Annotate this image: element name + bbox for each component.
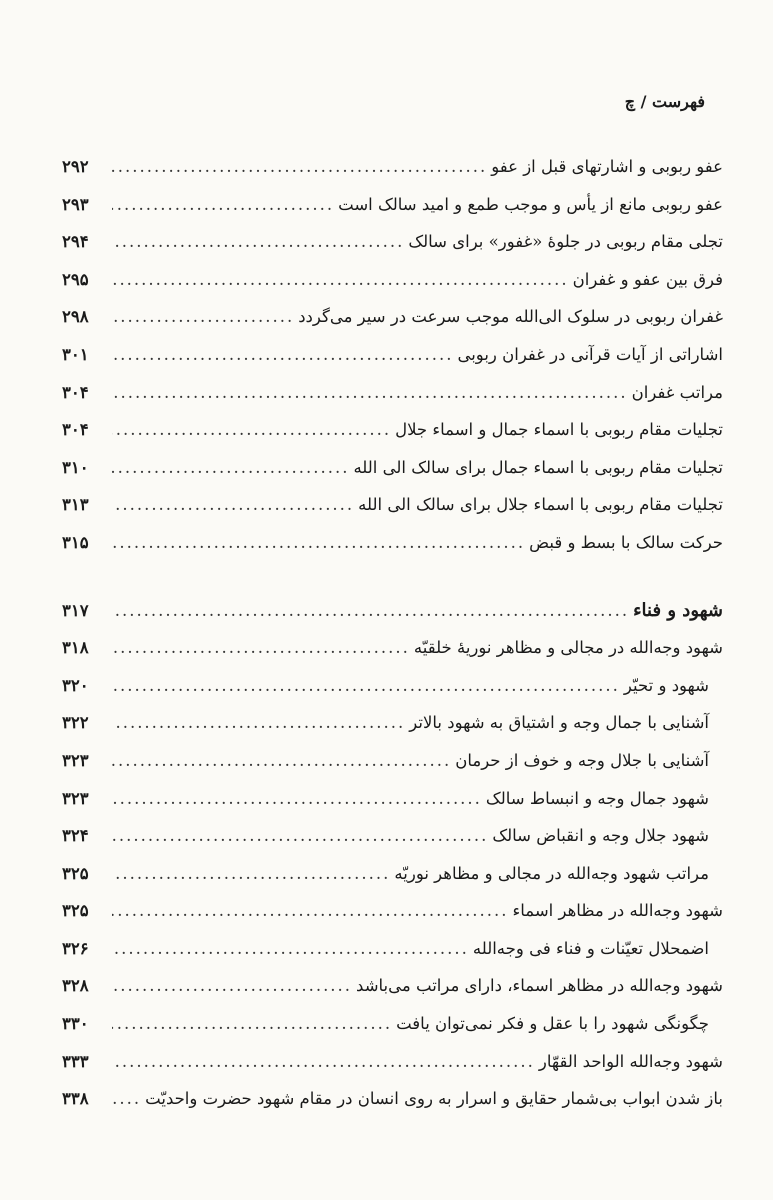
dot-leader [112,629,410,667]
toc-entry [62,817,723,855]
dot-leader [112,855,390,893]
toc-entry [62,186,723,224]
toc-entry-page: ۳۲۰ [62,675,89,695]
toc-entry [62,148,723,186]
toc-entry-title: غفران ربوبی در سلوک الی‌الله موجب سرعت در سیر می‌گردد [298,307,723,327]
dot-leader [112,1043,535,1081]
dot-leader [112,524,525,562]
toc-entry-title: عفو ربوبی و اشارتهای قبل از عفو [491,157,723,176]
toc-entry-page: ۳۰۴ [62,382,89,402]
toc-entry [62,1080,723,1118]
toc-entry-title: چگونگی شهود را با عقل و فکر نمی‌توان یافت [396,1014,709,1034]
toc-entry [62,667,723,705]
toc-entry [62,930,723,968]
toc-entry [62,629,723,667]
toc-section-page: ۳۱۷ [62,600,89,620]
toc-entry [62,855,723,893]
toc-entry-title: مراتب شهود وجه‌الله در مجالی و مظاهر نوریّه [394,863,709,883]
dot-leader [112,449,349,487]
toc-entry-page: ۳۱۸ [62,638,89,658]
toc-entry-page: ۳۰۱ [62,344,89,364]
toc-entry-title: باز شدن ابواب بی‌شمار حقایق و اسرار به روی انسان در مقام شهود حضرت واحدیّت [145,1089,723,1109]
toc-entry [62,336,723,374]
section-gap [62,562,723,592]
toc-entry-page: ۳۲۵ [62,863,89,883]
toc-entry-page: ۳۲۲ [62,713,89,733]
toc-section-title: شهود و فناء [633,599,723,621]
dot-leader [112,780,482,818]
toc-entry [62,742,723,780]
toc-entry-page: ۳۳۳ [62,1051,89,1071]
dot-leader [112,1080,141,1118]
toc-entry-title: اشاراتی از آیات قرآنی در غفران ربوبی [457,344,723,364]
toc-entry [62,967,723,1005]
dot-leader [112,336,453,374]
toc-entry [62,1043,723,1081]
toc-entry-title: عفو ربوبی مانع از یأس و موجب طمع و امید سالک است [338,194,723,214]
toc-entry-page: ۳۱۵ [62,532,89,552]
toc-entry [62,411,723,449]
toc-entry-page: ۳۱۳ [62,495,89,515]
toc-entry-title: شهود وجه‌الله در مظاهر اسماء [512,901,723,921]
toc-entry-page: ۲۹۳ [62,194,89,214]
toc-entry [62,1005,723,1043]
toc-entry-page: ۳۲۳ [62,750,89,770]
toc-entry-title: حرکت سالک با بسط و قبض [529,532,723,552]
dot-leader [112,967,352,1005]
toc-entry [62,449,723,487]
table-of-contents [62,148,723,1118]
dot-leader [112,148,487,186]
dot-leader [112,261,569,299]
toc-entry-title: آشنایی با جمال وجه و اشتیاق به شهود بالاتر [409,713,709,733]
toc-entry-page: ۲۹۸ [62,307,89,327]
toc-entry-page: ۳۲۸ [62,976,89,996]
toc-entry-title: تجلیات مقام ربوبی با اسماء جمال و اسماء جلال [395,420,723,440]
toc-entry-page: ۳۲۶ [62,938,89,958]
toc-entry-title: شهود وجه‌الله در مجالی و مظاهر نوریهٔ خلقیّه [413,638,723,658]
toc-entry-title: مراتب غفران [631,382,723,402]
toc-entry-title: شهود و تحیّر [623,675,709,695]
toc-entry-title: شهود جمال وجه و انبساط سالک [485,788,709,808]
dot-leader [112,374,628,412]
toc-entry-title: تجلیات مقام ربوبی با اسماء جلال برای سالک الی الله [358,495,723,515]
dot-leader [112,223,404,261]
toc-entry [62,486,723,524]
dot-leader [112,486,354,524]
dot-leader [112,742,451,780]
toc-entry-page: ۳۲۵ [62,901,89,921]
dot-leader [112,892,509,930]
toc-entry-page: ۲۹۴ [62,232,89,252]
toc-entry-title: اضمحلال تعیّنات و فناء فی وجه‌الله [472,938,709,958]
dot-leader [112,411,391,449]
toc-entry-title: تجلیات مقام ربوبی با اسماء جمال برای سالک الی الله [353,457,723,477]
toc-entry-page: ۳۳۸ [62,1089,89,1109]
toc-entry-page: ۲۹۵ [62,269,89,289]
toc-entry-page: ۳۲۴ [62,826,89,846]
running-head: فهرست / چ [624,92,705,111]
toc-entry-page: ۳۲۳ [62,788,89,808]
toc-entry-title: فرق بین عفو و غفران [572,269,723,289]
toc-section-heading [62,592,723,630]
toc-entry [62,374,723,412]
toc-entry-title: آشنایی با جلال وجه و خوف از حرمان [455,750,709,770]
toc-entry-page: ۲۹۲ [62,157,89,176]
toc-entry [62,524,723,562]
dot-leader [112,186,334,224]
dot-leader [112,298,294,336]
dot-leader [112,704,405,742]
toc-entry-title: شهود جلال وجه و انقباض سالک [492,826,709,846]
toc-entry-page: ۳۳۰ [62,1014,89,1034]
dot-leader [112,592,629,630]
toc-entry [62,892,723,930]
toc-entry [62,223,723,261]
dot-leader [112,817,488,855]
toc-entry-title: تجلی مقام ربوبی در جلوهٔ «غفور» برای سالک [408,232,723,252]
toc-entry [62,704,723,742]
toc-entry [62,298,723,336]
toc-entry-page: ۳۱۰ [62,457,89,477]
toc-entry-title: شهود وجه‌الله در مظاهر اسماء، دارای مراتب می‌باشد [356,976,723,996]
toc-entry-title: شهود وجه‌الله الواحد القهّار [538,1051,723,1071]
toc-entry [62,261,723,299]
dot-leader [112,1005,392,1043]
toc-entry-page: ۳۰۴ [62,420,89,440]
dot-leader [112,930,469,968]
dot-leader [112,667,620,705]
toc-entry [62,780,723,818]
